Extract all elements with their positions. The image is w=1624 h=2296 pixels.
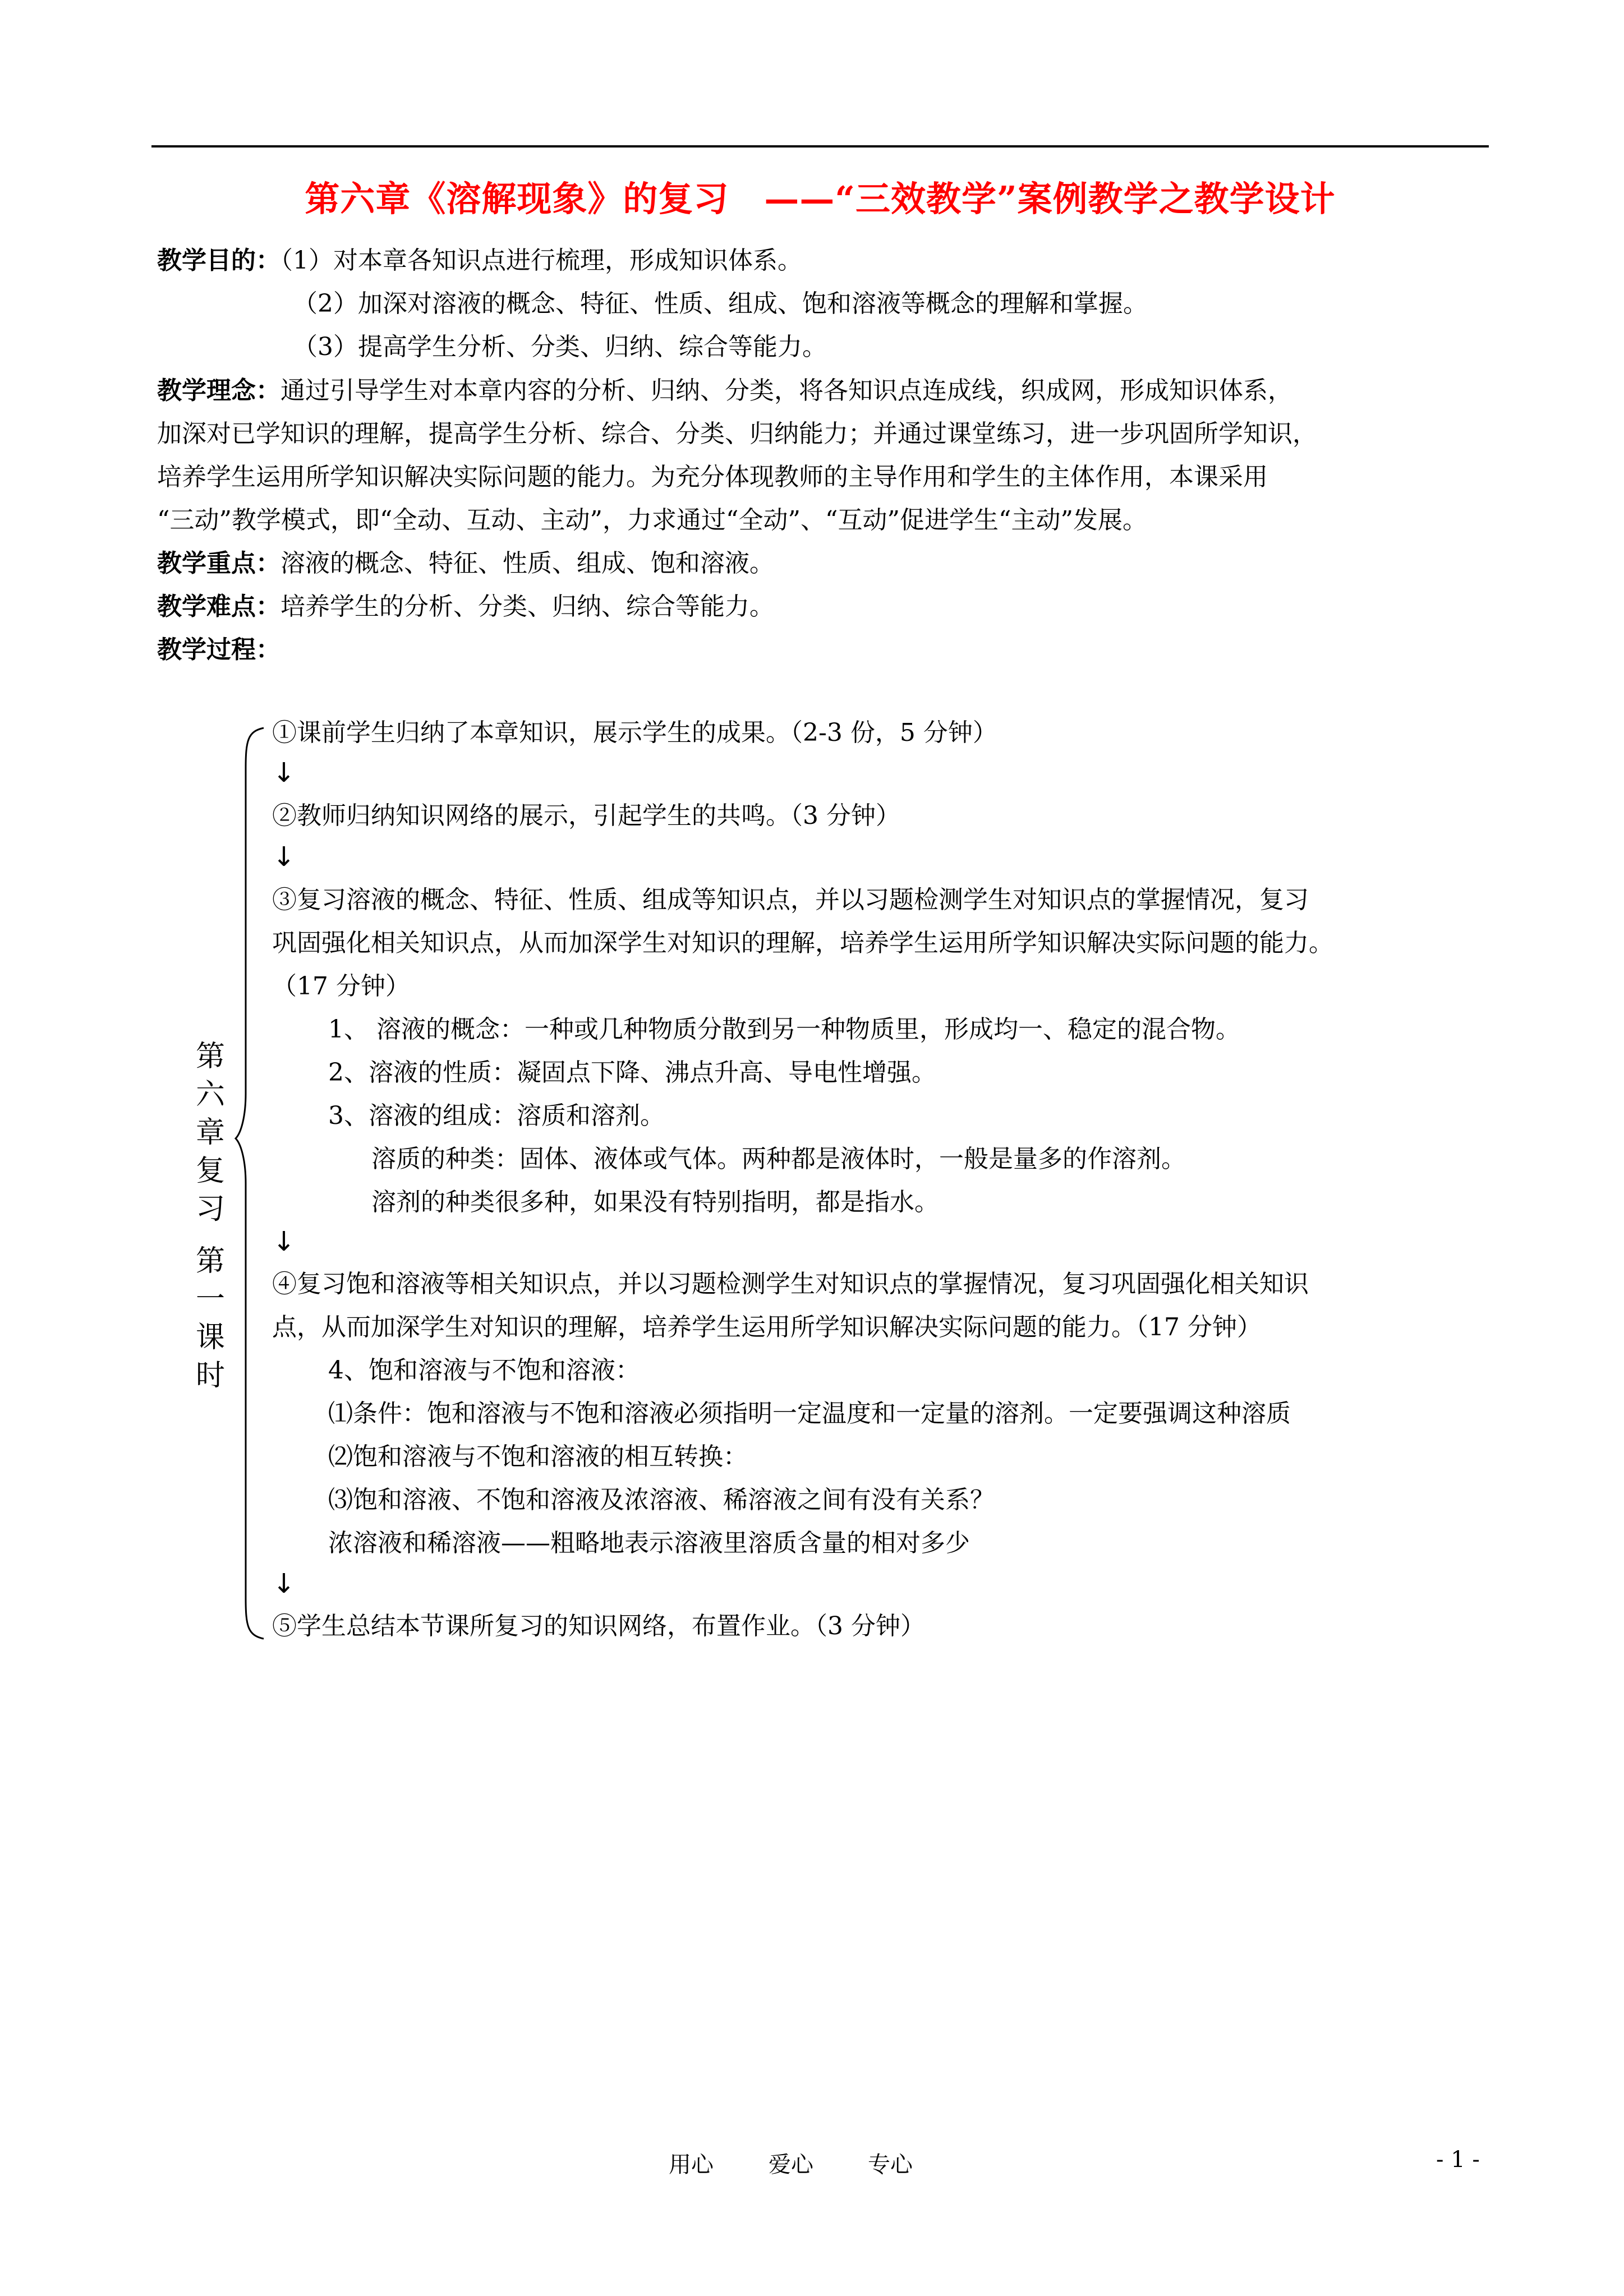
- step-4-point: ⑶饱和溶液、不饱和溶液及浓溶液、稀溶液之间有没有关系？: [328, 1486, 995, 1514]
- step-3-subpoint: 溶剂的种类很多种，如果没有特别指明，都是指水。: [371, 1188, 939, 1216]
- side-label-first-lesson: 第 一 课 时: [195, 1244, 225, 1393]
- step-4-line: 点，从而加深学生对知识的理解，培养学生运用所学知识解决实际问题的能力。（17 分钟）: [272, 1313, 1262, 1341]
- step-5: ⑤学生总结本节课所复习的知识网络，布置作业。（3 分钟）: [272, 1612, 925, 1640]
- header-rule: [151, 145, 1489, 147]
- philosophy-line: 培养学生运用所学知识解决实际问题的能力。为充分体现教师的主导作用和学生的主体作用，本课采用: [157, 463, 1268, 491]
- page-number: - 1 -: [1436, 2147, 1480, 2173]
- step-4-point: 4、饱和溶液与不饱和溶液：: [328, 1356, 640, 1385]
- step-3-point: 3、溶液的组成：溶质和溶剂。: [328, 1101, 665, 1130]
- step-3-line: 巩固强化相关知识点，从而加深学生对知识的理解，培养学生运用所学知识解决实际问题的能力。: [272, 929, 1333, 957]
- footer-item: 爱心: [769, 2152, 813, 2178]
- step-2: ②教师归纳知识网络的展示，引起学生的共鸣。（3 分钟）: [272, 801, 900, 830]
- process-label: 教学过程：: [157, 635, 280, 664]
- step-1: ①课前学生归纳了本章知识，展示学生的成果。（2-3 份，5 分钟）: [272, 718, 997, 747]
- step-4-point: 浓溶液和稀溶液——粗略地表示溶液里溶质含量的相对多少: [328, 1529, 970, 1557]
- step-3-line: （17 分钟）: [272, 972, 410, 1001]
- footer-item: 专心: [868, 2152, 913, 2178]
- key-points-label: 教学重点：: [157, 549, 280, 578]
- objective-item: （1）对本章各知识点进行梳理，形成知识体系。: [280, 246, 802, 275]
- difficulties-text: 培养学生的分析、分类、归纳、综合等能力。: [280, 592, 774, 621]
- down-arrow-icon: ↓: [273, 1568, 296, 1599]
- key-points-row: [157, 551, 774, 576]
- step-4-point: ⑴条件：饱和溶液与不饱和溶液必须指明一定温度和一定量的溶剂。一定要强调这种溶质: [328, 1399, 1291, 1428]
- step-3-line: ③复习溶液的概念、特征、性质、组成等知识点，并以习题检测学生对知识点的掌握情况，复习: [272, 886, 1309, 914]
- key-points-text: 溶液的概念、特征、性质、组成、饱和溶液。: [280, 549, 774, 578]
- step-4-line: ④复习饱和溶液等相关知识点，并以习题检测学生对知识点的掌握情况，复习巩固强化相关知识: [272, 1270, 1309, 1298]
- difficulties-row: [157, 594, 774, 619]
- document-title: 第六章《溶解现象》的复习 ——“三效教学”案例教学之教学设计: [305, 178, 1336, 219]
- step-4-point: ⑵饱和溶液与不饱和溶液的相互转换：: [328, 1442, 748, 1471]
- philosophy-line: “三动”教学模式，即“全动、互动、主动”，力求通过“全动”、“互动”促进学生“主动”发展。: [157, 506, 1147, 534]
- objective-item: （3）提高学生分析、分类、归纳、综合等能力。: [293, 333, 827, 361]
- philosophy-row: [157, 376, 1292, 405]
- step-3-point: 1、 溶液的概念：一种或几种物质分散到另一种物质里，形成均一、稳定的混合物。: [328, 1015, 1240, 1044]
- down-arrow-icon: ↓: [273, 1226, 296, 1257]
- down-arrow-icon: ↓: [273, 841, 296, 873]
- step-3-point: 2、溶液的性质：凝固点下降、沸点升高、导电性增强。: [328, 1058, 936, 1087]
- philosophy-line: 通过引导学生对本章内容的分析、归纳、分类，将各知识点连成线，织成网，形成知识体系，: [280, 376, 1292, 405]
- philosophy-label: 教学理念：: [157, 376, 280, 405]
- objectives-row: [157, 248, 802, 273]
- down-arrow-icon: ↓: [273, 757, 296, 789]
- side-label-chapter-review: 第 六 章 复 习: [195, 1040, 225, 1226]
- difficulties-label: 教学难点：: [157, 592, 280, 621]
- step-3-subpoint: 溶质的种类：固体、液体或气体。两种都是液体时，一般是量多的作溶剂。: [371, 1145, 1186, 1173]
- philosophy-line: 加深对已学知识的理解，提高学生分析、综合、分类、归纳能力；并通过课堂练习，进一步巩固所学知识，: [157, 419, 1317, 448]
- footer-item: 用心: [669, 2152, 714, 2178]
- objectives-label: 教学目的：: [157, 246, 280, 275]
- objective-item: （2）加深对溶液的概念、特征、性质、组成、饱和溶液等概念的理解和掌握。: [293, 289, 1148, 318]
